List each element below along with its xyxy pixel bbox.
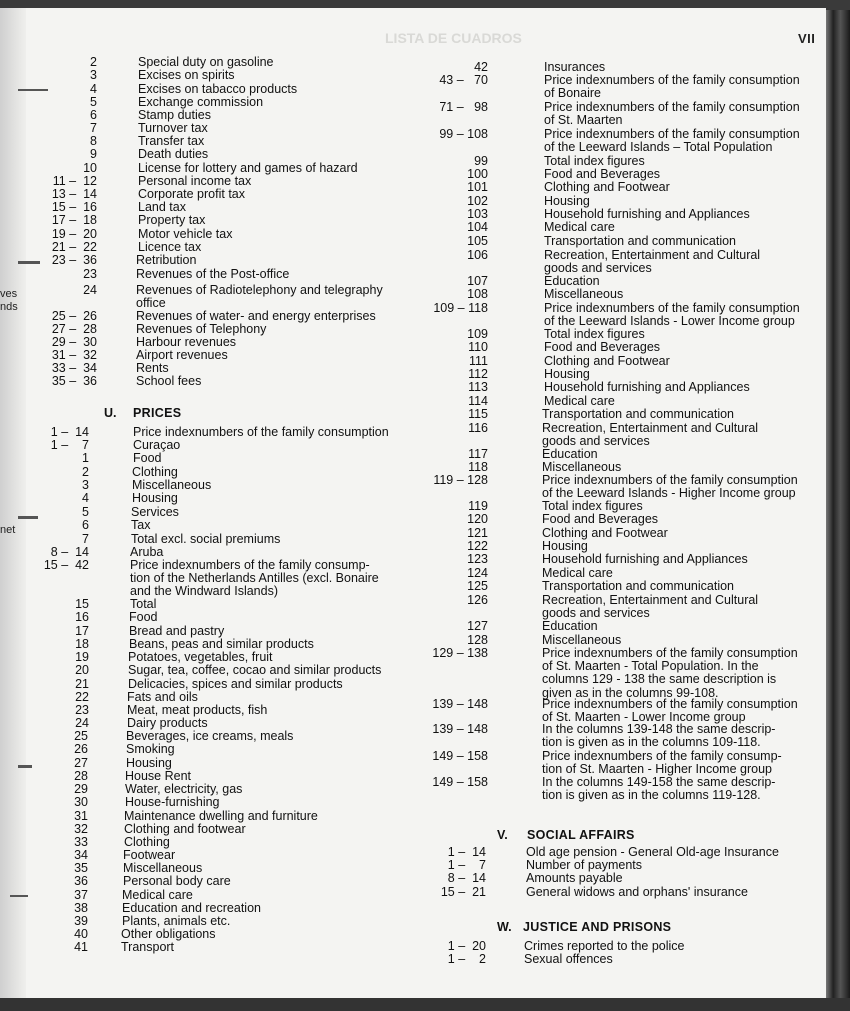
entry-description: Amounts payable xyxy=(526,871,623,885)
column-range: 119 – 128 xyxy=(433,473,488,487)
column-range: 108 xyxy=(467,287,488,301)
entry-description: office xyxy=(136,296,166,311)
column-range: 110 xyxy=(468,340,488,354)
entry-description: Crimes reported to the police xyxy=(524,939,685,953)
column-range: 27 – 28 xyxy=(51,322,97,336)
entry-description: Clothing and Footwear xyxy=(544,354,670,368)
column-range: 71 – 98 xyxy=(439,100,488,114)
entry-description: Food and Beverages xyxy=(542,512,659,526)
entry-description: Sugar, tea, coffee, cocao and similar products xyxy=(128,663,382,677)
column-range: 40 xyxy=(74,927,88,941)
entry-description: Price indexnumbers of the family consumption xyxy=(133,425,389,439)
column-range: 118 xyxy=(468,460,488,474)
entry-description: Housing xyxy=(126,756,172,770)
entry-description: Land tax xyxy=(138,200,186,214)
column-range: 29 xyxy=(74,782,88,796)
entry-description: Exchange commission xyxy=(138,95,264,109)
column-range: 34 xyxy=(74,848,88,862)
entry-description: Services xyxy=(131,505,179,519)
entry-description: Revenues of water- and energy enterprises xyxy=(136,309,376,323)
column-range: 1 – 7 xyxy=(50,438,89,452)
entry-description: Meat, meat products, fish xyxy=(127,703,268,717)
column-range: 1 – 20 xyxy=(447,939,486,953)
column-range: 6 xyxy=(90,108,97,122)
entry-description: Miscellaneous xyxy=(123,861,203,875)
entry-description: Transportation and communication xyxy=(544,234,736,248)
section-letter: W. xyxy=(497,920,512,934)
entry-description: Stamp duties xyxy=(138,108,211,122)
entry-description: of St. Maarten xyxy=(544,113,623,128)
entry-description: Food xyxy=(133,451,162,465)
section-letter: V. xyxy=(497,828,508,842)
column-range: 35 – 36 xyxy=(51,374,97,388)
column-range: 19 xyxy=(75,650,89,664)
entry-description: Price indexnumbers of the family consumption xyxy=(544,127,800,141)
entry-description: Transportation and communication xyxy=(542,579,734,593)
section-heading: PRICES xyxy=(133,406,182,420)
column-range: 28 xyxy=(74,769,88,783)
column-range: 22 xyxy=(75,690,89,704)
entry-description: In the columns 149-158 the same descrip- xyxy=(542,775,776,789)
entry-description: General widows and orphans' insurance xyxy=(526,885,748,899)
column-range: 109 – 118 xyxy=(433,301,488,315)
column-range: 31 – 32 xyxy=(51,348,97,362)
column-range: 1 – 7 xyxy=(447,858,486,872)
entry-description: Potatoes, vegetables, fruit xyxy=(128,650,273,664)
entry-description: Rents xyxy=(136,361,169,375)
entry-description: Medical care xyxy=(122,888,193,902)
column-range: 42 xyxy=(474,60,488,74)
entry-description: Housing xyxy=(542,539,588,553)
section-heading: JUSTICE AND PRISONS xyxy=(523,920,672,934)
entry-description: Education xyxy=(542,619,598,633)
column-range: 113 xyxy=(468,380,488,394)
column-range: 36 xyxy=(74,874,88,888)
entry-description: Corporate profit tax xyxy=(138,187,245,201)
margin-fragment: net xyxy=(0,524,16,536)
column-range: 8 – 14 xyxy=(50,545,89,559)
column-range: 2 xyxy=(90,55,97,69)
margin-fragment: ves xyxy=(0,288,18,300)
column-range: 23 – 36 xyxy=(51,253,97,267)
column-range: 1 xyxy=(82,451,89,465)
entry-description: Excises on tabacco products xyxy=(138,82,298,96)
column-range: 109 xyxy=(467,327,488,341)
entry-description: Education xyxy=(544,274,600,288)
entry-description: Transportation and communication xyxy=(542,407,734,421)
column-range: 103 xyxy=(467,207,488,221)
entry-description: tion is given as in the columns 119-128. xyxy=(542,788,761,803)
column-range: 111 xyxy=(468,354,488,368)
entry-description: Clothing and Footwear xyxy=(542,526,668,540)
column-range: 100 xyxy=(467,167,488,181)
entry-description: Personal income tax xyxy=(138,174,252,188)
column-range: 15 – 21 xyxy=(440,885,486,899)
entry-description: Recreation, Entertainment and Cultural xyxy=(542,421,759,435)
column-range: 13 – 14 xyxy=(51,187,97,201)
entry-description: tion is given as in the columns 109-118. xyxy=(542,735,761,750)
column-range: 125 xyxy=(467,579,488,593)
entry-description: of St. Maarten - Total Population. In the xyxy=(542,659,759,674)
column-range: 32 xyxy=(74,822,88,836)
column-range: 105 xyxy=(467,234,488,248)
column-range: 37 xyxy=(74,888,88,902)
entry-description: Food and Beverages xyxy=(544,340,661,354)
column-range: 15 – 16 xyxy=(51,200,97,214)
column-range: 11 – 12 xyxy=(52,174,97,188)
entry-description: Turnover tax xyxy=(138,121,208,135)
column-range: 104 xyxy=(467,220,488,234)
entry-description: Licence tax xyxy=(138,240,202,254)
column-range: 99 xyxy=(474,154,488,168)
column-range: 128 xyxy=(467,633,488,647)
entry-description: Household furnishing and Appliances xyxy=(544,380,750,394)
column-range: 17 xyxy=(75,624,89,638)
column-range: 149 – 158 xyxy=(432,775,488,789)
entry-description: Special duty on gasoline xyxy=(138,55,274,69)
entry-description: Price indexnumbers of the family consumption xyxy=(544,301,800,315)
entry-description: Transport xyxy=(121,940,175,954)
column-range: 102 xyxy=(467,194,488,208)
column-range: 112 xyxy=(468,367,488,381)
column-range: 124 xyxy=(467,566,488,580)
entry-description: Personal body care xyxy=(123,874,231,888)
column-range: 27 xyxy=(74,756,88,770)
entry-description: Miscellaneous xyxy=(132,478,212,492)
page-number: VII xyxy=(798,31,816,46)
column-range: 21 xyxy=(75,677,89,691)
column-range: 139 – 148 xyxy=(432,697,488,711)
entry-description: Household furnishing and Appliances xyxy=(544,207,750,221)
column-range: 24 xyxy=(75,716,89,730)
entry-description: Medical care xyxy=(544,394,615,408)
column-range: 129 – 138 xyxy=(432,646,488,660)
column-range: 31 xyxy=(74,809,88,823)
scan-bottom-edge xyxy=(0,998,850,1011)
entry-description: School fees xyxy=(136,374,202,388)
column-range: 121 xyxy=(467,526,488,540)
column-range: 29 – 30 xyxy=(51,335,97,349)
entry-description: Aruba xyxy=(130,545,164,559)
column-range: 4 xyxy=(90,82,97,96)
entry-description: goods and services xyxy=(544,261,652,276)
column-range: 7 xyxy=(82,532,89,546)
entry-description: Harbour revenues xyxy=(136,335,237,349)
entry-description: Total index figures xyxy=(544,327,645,341)
column-range: 19 – 20 xyxy=(51,227,97,241)
column-range: 39 xyxy=(74,914,88,928)
column-range: 23 xyxy=(83,267,97,281)
entry-description: Other obligations xyxy=(121,927,216,941)
entry-description: Price indexnumbers of the family consumption xyxy=(542,697,798,711)
column-range: 139 – 148 xyxy=(432,722,488,736)
entry-description: Old age pension - General Old-age Insurance xyxy=(526,845,779,859)
entry-description: Number of payments xyxy=(526,858,643,872)
column-range: 99 – 108 xyxy=(439,127,488,141)
entry-description: Bread and pastry xyxy=(129,624,225,638)
column-range: 120 xyxy=(467,512,488,526)
entry-description: Maintenance dwelling and furniture xyxy=(124,809,318,823)
entry-description: Revenues of the Post-office xyxy=(136,267,290,281)
entry-description: Price indexnumbers of the family consump- xyxy=(130,558,370,572)
entry-description: Housing xyxy=(544,367,590,381)
entry-description: Education xyxy=(542,447,598,461)
section-heading: SOCIAL AFFAIRS xyxy=(527,828,635,842)
entry-description: and the Windward Islands) xyxy=(130,584,278,599)
column-range: 24 xyxy=(83,283,97,297)
column-range: 119 xyxy=(468,499,488,513)
column-range: 30 xyxy=(74,795,88,809)
entry-description: Delicacies, spices and similar products xyxy=(128,677,343,691)
column-range: 1 – 14 xyxy=(50,425,89,439)
column-range: 1 – 14 xyxy=(447,845,486,859)
entry-description: tion of the Netherlands Antilles (excl. Bonaire xyxy=(130,571,379,586)
entry-description: Retribution xyxy=(136,253,197,267)
entry-description: Total excl. social premiums xyxy=(131,532,281,546)
column-range: 16 xyxy=(75,610,89,624)
entry-description: tion of St. Maarten - Higher Income group xyxy=(542,762,772,777)
column-range: 115 xyxy=(468,407,488,421)
entry-description: Price indexnumbers of the family consumption xyxy=(544,73,800,87)
entry-description: goods and services xyxy=(542,606,650,621)
entry-description: Beverages, ice creams, meals xyxy=(126,729,294,743)
entry-description: goods and services xyxy=(542,434,650,449)
column-range: 117 xyxy=(468,447,488,461)
column-range: 20 xyxy=(75,663,89,677)
column-range: 1 – 2 xyxy=(447,952,486,966)
column-range: 3 xyxy=(82,478,89,492)
column-range: 123 xyxy=(467,552,488,566)
column-range: 23 xyxy=(75,703,89,717)
entry-description: Tax xyxy=(131,518,151,532)
entry-description: Total index figures xyxy=(544,154,645,168)
entry-description: of the Leeward Islands – Total Population xyxy=(544,140,773,155)
column-range: 18 xyxy=(75,637,89,651)
entry-description: Death duties xyxy=(138,147,209,161)
entry-description: Housing xyxy=(544,194,590,208)
entry-description: Curaçao xyxy=(133,438,181,452)
entry-description: Plants, animals etc. xyxy=(122,914,231,928)
entry-description: of the Leeward Islands - Lower Income group xyxy=(544,314,795,329)
entry-description: Fats and oils xyxy=(127,690,198,704)
entry-description: Miscellaneous xyxy=(544,287,624,301)
column-range: 4 xyxy=(82,491,89,505)
entry-description: Household furnishing and Appliances xyxy=(542,552,748,566)
column-range: 6 xyxy=(82,518,89,532)
entry-description: House Rent xyxy=(125,769,192,783)
entry-description: Total xyxy=(130,597,157,611)
entry-description: Medical care xyxy=(542,566,613,580)
column-range: 43 – 70 xyxy=(439,73,488,87)
column-range: 127 xyxy=(467,619,488,633)
entry-description: of Bonaire xyxy=(544,86,601,101)
entry-description: Clothing xyxy=(132,465,178,479)
show-through-heading: LISTA DE CUADROS xyxy=(385,30,522,46)
page-stack-edge xyxy=(826,10,850,1000)
entry-description: Miscellaneous xyxy=(542,633,622,647)
column-range: 8 xyxy=(90,134,97,148)
column-range: 21 – 22 xyxy=(51,240,97,254)
column-range: 114 xyxy=(468,394,488,408)
entry-description: Total index figures xyxy=(542,499,643,513)
entry-description: Transfer tax xyxy=(138,134,205,148)
entry-description: Price indexnumbers of the family consump- xyxy=(542,749,782,763)
entry-description: Insurances xyxy=(544,60,606,74)
entry-description: Water, electricity, gas xyxy=(125,782,243,796)
entry-description: Price indexnumbers of the family consumption xyxy=(544,100,800,114)
column-range: 25 xyxy=(74,729,88,743)
column-range: 101 xyxy=(467,180,488,194)
column-range: 33 – 34 xyxy=(51,361,97,375)
entry-description: Motor vehicle tax xyxy=(138,227,233,241)
column-range: 41 xyxy=(74,940,88,954)
entry-description: of St. Maarten - Lower Income group xyxy=(542,710,746,725)
column-range: 15 – 42 xyxy=(43,558,89,572)
column-range: 5 xyxy=(82,505,89,519)
column-range: 17 – 18 xyxy=(51,213,97,227)
column-range: 10 xyxy=(83,161,97,175)
entry-description: columns 129 - 138 the same description is xyxy=(542,672,777,687)
entry-description: Dairy products xyxy=(127,716,208,730)
entry-description: Miscellaneous xyxy=(542,460,622,474)
column-range: 35 xyxy=(74,861,88,875)
column-range: 2 xyxy=(82,465,89,479)
column-range: 33 xyxy=(74,835,88,849)
column-range: 106 xyxy=(467,248,488,262)
entry-description: Recreation, Entertainment and Cultural xyxy=(544,248,761,262)
entry-description: Beans, peas and similar products xyxy=(129,637,314,651)
entry-description: Smoking xyxy=(126,742,175,756)
column-range: 116 xyxy=(468,421,488,435)
column-range: 38 xyxy=(74,901,88,915)
entry-description: Recreation, Entertainment and Cultural xyxy=(542,593,759,607)
entry-description: Food xyxy=(129,610,158,624)
entry-description: Price indexnumbers of the family consumption xyxy=(542,473,798,487)
column-range: 107 xyxy=(467,274,488,288)
entry-description: Revenues of Radiotelephony and telegraphy xyxy=(136,283,383,297)
entry-description: Revenues of Telephony xyxy=(136,322,267,336)
margin-fragment: nds xyxy=(0,301,18,313)
column-range: 126 xyxy=(467,593,488,607)
column-range: 7 xyxy=(90,121,97,135)
entry-description: Medical care xyxy=(544,220,615,234)
entry-description: of the Leeward Islands - Higher Income group xyxy=(542,486,796,501)
column-range: 122 xyxy=(467,539,488,553)
entry-description: Clothing and footwear xyxy=(124,822,246,836)
entry-description: House-furnishing xyxy=(125,795,220,809)
entry-description: Food and Beverages xyxy=(544,167,661,181)
column-range: 9 xyxy=(90,147,97,161)
column-range: 25 – 26 xyxy=(51,309,97,323)
entry-description: In the columns 139-148 the same descrip- xyxy=(542,722,776,736)
entry-description: Footwear xyxy=(123,848,176,862)
column-range: 26 xyxy=(74,742,88,756)
section-letter: U. xyxy=(104,406,117,420)
entry-description: Excises on spirits xyxy=(138,68,235,82)
entry-description: Education and recreation xyxy=(122,901,261,915)
column-range: 149 – 158 xyxy=(432,749,488,763)
entry-description: Property tax xyxy=(138,213,206,227)
column-range: 15 xyxy=(75,597,89,611)
entry-description: Housing xyxy=(132,491,178,505)
entry-description: Clothing xyxy=(124,835,170,849)
entry-description: Airport revenues xyxy=(136,348,228,362)
entry-description: Sexual offences xyxy=(524,952,613,966)
entry-description: given as in the columns 99-108. xyxy=(542,685,719,700)
entry-description: Clothing and Footwear xyxy=(544,180,670,194)
column-range: 8 – 14 xyxy=(447,871,486,885)
column-range: 3 xyxy=(90,68,97,82)
entry-description: License for lottery and games of hazard xyxy=(138,161,358,175)
entry-description: Price indexnumbers of the family consumption xyxy=(542,646,798,660)
column-range: 5 xyxy=(90,95,97,109)
